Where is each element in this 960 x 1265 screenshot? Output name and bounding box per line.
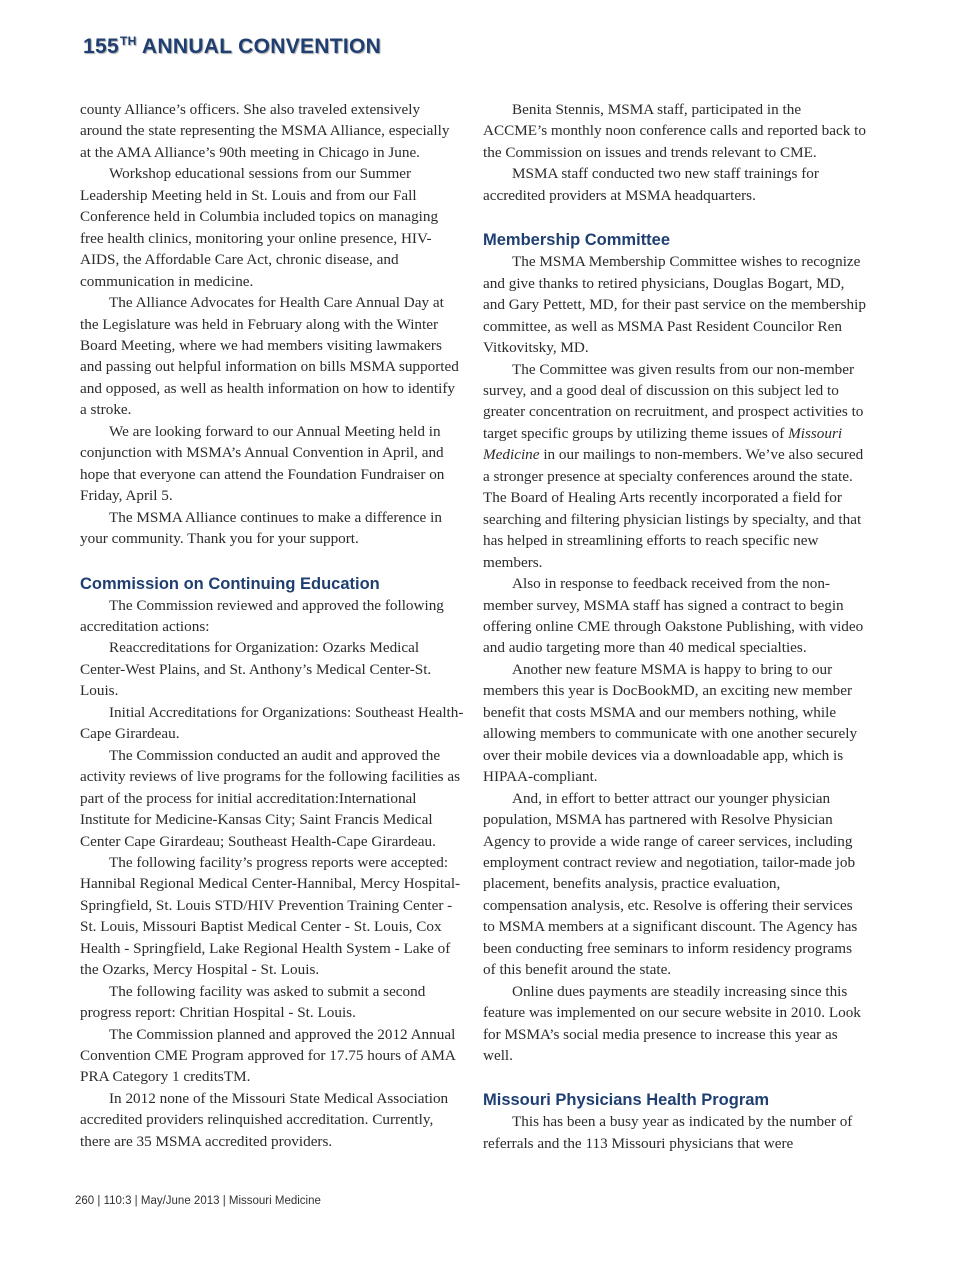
text-run: The Committee was given results from our non-member survey, and a good deal of discussion on this subject led to greater concentration on recruitment, and prospect activities to target specific groups by utilizing theme issues of (483, 360, 864, 442)
alliance-paragraph: Workshop educational sessions from our Summer Leadership Meeting held in St. Louis and from our Fall Conference held in Columbia included topics on managing free health clinics, monitoring your online presence, HIV-AIDS, the Affordable Care Act, chronic disease, and communication in medicine. (80, 165, 439, 290)
membership-paragraph: And, in effort to better attract our younger physician population, MSMA has partnered with Resolve Physician Agency to provide a wide range of career services, including employment contract review and negotiation, tailor-made job placement, benefits analysis, practice evaluation, compensation analysis, etc. Resolve is offering their services to MSMA members at a significant discount. The Agency has been conducting free seminars to inform residency programs of this benefit around the state. (483, 789, 858, 979)
alliance-paragraph: county Alliance’s officers. She also traveled extensively around the state representing the MSMA Alliance, especially at the AMA Alliance’s 90th meeting in Chicago in June. (80, 101, 450, 161)
cme-paragraph: Reaccreditations for Organization: Ozarks Medical Center-West Plains, and St. Anthony’s Medical Center-St. Louis. (80, 639, 432, 700)
header-superscript: TH (119, 34, 137, 48)
cme-paragraph: Initial Accreditations for Organizations: Southeast Health-Cape Girardeau. (80, 703, 464, 743)
cme-paragraph: The following facility was asked to submit a second progress report: Chritian Hospital - St. Louis. (80, 982, 426, 1022)
alliance-paragraph: The Alliance Advocates for Health Care Annual Day at the Legislature was held in February along with the Winter Board Meeting, where we had members visiting lawmakers and passing out helpful information on bills MSMA supported and opposed, as well as health information on how to identify a stroke. (80, 294, 459, 419)
page-footer: 260 | 110:3 | May/June 2013 | Missouri Medicine (75, 1195, 321, 1207)
header-number: 155 (83, 35, 119, 58)
cme-paragraph: The following facility’s progress reports were accepted: Hannibal Regional Medical Center-Hannibal, Mercy Hospital-Springfield, St. Louis STD/HIV Prevention Training Center - St. Louis, Missouri Baptist Medical Center - St. Louis, Cox Health - Springfield, Lake Regional Health System - Lake of the Ozarks, Mercy Hospital - St. Louis. (80, 853, 461, 979)
membership-paragraph: The MSMA Membership Committee wishes to recognize and give thanks to retired physicians, Douglas Bogart, MD, and Gary Pettett, MD, for their past service on the membership committee, as well as MSMA Past Resident Councilor Ren Vitkovitsky, MD. (483, 253, 866, 357)
cme-paragraph: The Commission reviewed and approved the following accreditation actions: (80, 596, 444, 635)
section-heading-cme: Commission on Continuing Education (80, 574, 380, 593)
cme-paragraph: In 2012 none of the Missouri State Medical Association accredited providers relinquished accreditation. Currently, there are 35 MSMA accredited providers. (80, 1089, 449, 1150)
mphp-paragraph: This has been a busy year as indicated by the number of referrals and the 113 Missouri physicians that were (483, 1113, 853, 1152)
right-column (483, 99, 867, 1154)
text-run: in our mailings to non-members. We’ve also secured a stronger presence at specialty conferences around the state. The Board of Healing Arts recently incorporated a field for searching and filtering physician listings by specialty, and that has helped in streamlining efforts to reach specific new members. (483, 446, 864, 571)
cme-paragraph: The Commission planned and approved the 2012 Annual Convention CME Program approved for 17.75 hours of AMA PRA Category 1 creditsTM. (80, 1025, 456, 1086)
membership-paragraph: Also in response to feedback received from the non-member survey, MSMA staff has signed a contract to begin offering online CME through Oakstone Publishing, with video and audio targeting more than 40 medical specialties. (483, 575, 864, 657)
cme-paragraph: MSMA staff conducted two new staff trainings for accredited providers at MSMA headquarters. (483, 165, 819, 204)
header-title: ANNUAL CONVENTION (141, 35, 382, 58)
membership-paragraph: Another new feature MSMA is happy to bring to our members this year is DocBookMD, an exciting new member benefit that costs MSMA and our members nothing, while allowing members to communicate with one another securely over their mobile devices via a downloadable app, which is HIPAA-compliant. (483, 660, 858, 786)
left-column (80, 99, 464, 1152)
membership-paragraph: Online dues payments are steadily increasing since this feature was implemented on our secure website in 2010. Look for MSMA’s social media presence to increase this year as well. (483, 982, 861, 1065)
section-heading-membership: Membership Committee (483, 231, 671, 250)
cme-paragraph: The Commission conducted an audit and approved the activity reviews of live programs for the following facilities as part of the process for initial accreditation:International Institute for Medicine-Kansas City; Saint Francis Medical Center Cape Girardeau; Southeast Health-Cape Girardeau. (80, 746, 460, 850)
alliance-paragraph: We are looking forward to our Annual Meeting held in conjunction with MSMA’s Annual Convention in April, and hope that everyone can attend the Foundation Fundraiser on Friday, April 5. (80, 422, 445, 505)
section-heading-mphp: Missouri Physicians Health Program (483, 1091, 770, 1110)
cme-paragraph: Benita Stennis, MSMA staff, participated in the ACCME’s monthly noon conference calls and reported back to the Commission on issues and trends relevant to CME. (483, 101, 866, 161)
membership-paragraph (483, 359, 867, 574)
alliance-paragraph: The MSMA Alliance continues to make a difference in your community. Thank you for your support. (80, 508, 442, 548)
publication-title: Missouri Medicine (483, 424, 843, 464)
page-header (83, 34, 381, 59)
